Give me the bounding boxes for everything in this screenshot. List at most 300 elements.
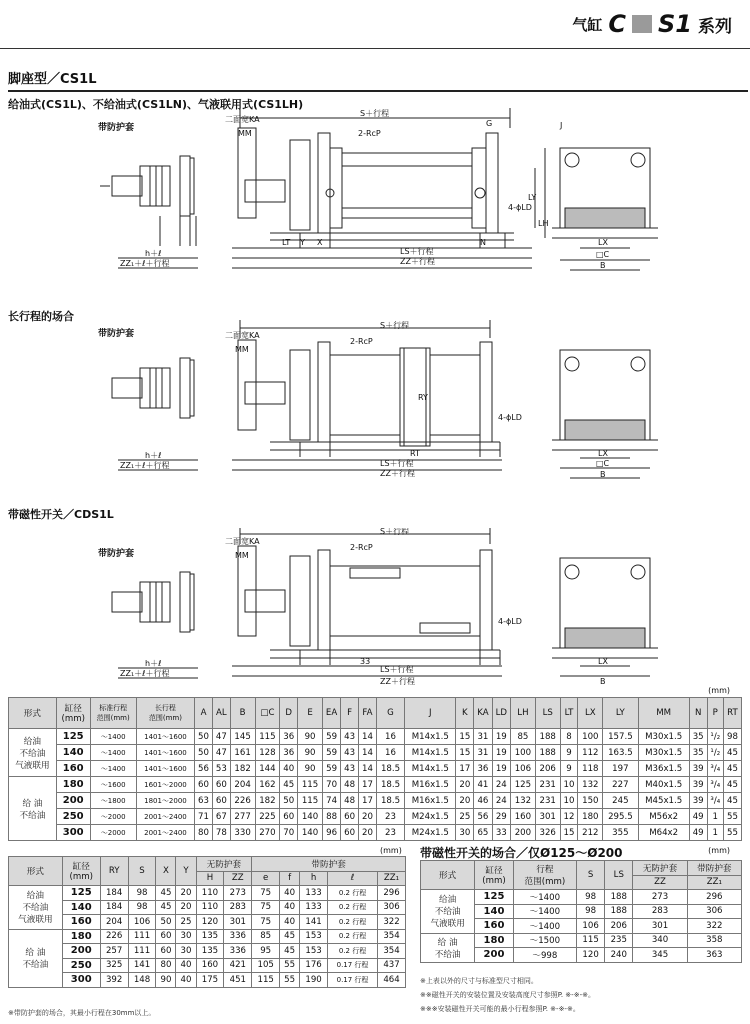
table3-cell: 363 — [687, 948, 741, 963]
table1-header-row — [9, 698, 742, 729]
table3-cell: 160 — [475, 919, 513, 934]
table1-dimensions — [8, 697, 742, 841]
table2-row — [9, 900, 406, 915]
table1-header-cell: D — [280, 698, 298, 729]
table1-cell: 200 — [511, 825, 536, 841]
table2-cell: 45 — [156, 886, 176, 901]
table1-group-label: 给油 不给油 气液联用 — [9, 729, 57, 777]
table2-cell: 110 — [196, 886, 224, 901]
table1-cell: 231 — [535, 777, 560, 793]
table2-cell: 55 — [280, 958, 300, 973]
table1-cell: 59 — [322, 761, 340, 777]
label3-holes: 4-ϕLD — [498, 617, 522, 626]
table1-cell: 17 — [359, 793, 377, 809]
table3-cell: 180 — [475, 933, 513, 948]
table1-cell: 35 — [689, 745, 707, 761]
subtitle: 给油式(CS1L)、不给油式(CS1LN)、气液联用式(CS1LH) — [8, 98, 304, 111]
table1-cell: 9 — [560, 745, 578, 761]
table1-cell: 60 — [212, 777, 230, 793]
label3-zz: ZZ＋行程 — [380, 677, 415, 686]
table2-subheader-cell: ℓ — [328, 871, 378, 886]
table1-cell: 277 — [230, 809, 255, 825]
table1-cell: 43 — [341, 729, 359, 745]
table1-cell: 125 — [56, 729, 90, 745]
header-series-c: C — [608, 10, 627, 38]
table2-cell: 111 — [128, 944, 156, 959]
table3-cell: 340 — [633, 933, 687, 948]
label2-holes: 4-ϕLD — [498, 413, 522, 422]
table1-cell: M16x1.5 — [405, 793, 456, 809]
table2-cell: 0.2 行程 — [328, 900, 378, 915]
table1-cell: 1601～2000 — [136, 777, 194, 793]
table3-cell: 345 — [633, 948, 687, 963]
table3-cell: 283 — [633, 904, 687, 919]
label-x: X — [317, 238, 323, 247]
series-gray-box — [632, 15, 652, 33]
table1-cell: 19 — [492, 745, 510, 761]
table1-cell: 67 — [212, 809, 230, 825]
table1-cell: M16x1.5 — [405, 777, 456, 793]
table1-cell: 56 — [474, 809, 492, 825]
table1-header-cell: 标准行程 范围(mm) — [90, 698, 136, 729]
table1-cell: 144 — [255, 761, 280, 777]
table3-cell: 235 — [605, 933, 633, 948]
table1-cell: 115 — [298, 777, 323, 793]
table1-cell: 1401～1600 — [136, 729, 194, 745]
table2-row — [9, 915, 406, 930]
table1-cell: 12 — [560, 809, 578, 825]
table3-title: 带磁性开关的场合／仅Ø125～Ø200 — [420, 846, 623, 860]
table1-cell: 39 — [689, 777, 707, 793]
table2-cell: 40 — [280, 900, 300, 915]
table2-cell: 75 — [252, 915, 280, 930]
table1-header-cell: N — [689, 698, 707, 729]
table1-cell: 23 — [376, 825, 404, 841]
table3-header-cell: 带防护套 — [687, 861, 741, 876]
table2-cell: 90 — [156, 973, 176, 988]
table1-cell: 71 — [195, 809, 213, 825]
table1-cell: 17 — [456, 761, 474, 777]
table1-header-cell: □C — [255, 698, 280, 729]
table1-cell: M24x1.5 — [405, 809, 456, 825]
long-stroke-title: 长行程的场合 — [8, 310, 74, 323]
magnetic-title: 带磁性开关／CDS1L — [8, 508, 114, 521]
table1-header-cell: E — [298, 698, 323, 729]
table2-header-cell: 形式 — [9, 857, 63, 886]
table3-magnetic-dimensions — [420, 860, 742, 963]
table1-header-cell: 缸径 (mm) — [56, 698, 90, 729]
table1-cell: 132 — [511, 793, 536, 809]
table1-cell: ～1800 — [90, 793, 136, 809]
table1-cell: ～1400 — [90, 729, 136, 745]
table1-cell: 14 — [359, 761, 377, 777]
table1-cell: 60 — [341, 809, 359, 825]
table1-cell: M14x1.5 — [405, 729, 456, 745]
table1-cell: 1401～1600 — [136, 745, 194, 761]
table1-cell: 161 — [230, 745, 255, 761]
table1-cell: 50 — [195, 729, 213, 745]
table1-header-cell: MM — [638, 698, 689, 729]
table2-subheader-cell: ZZ — [224, 871, 252, 886]
table1-cell: 150 — [578, 793, 603, 809]
table1-cell: 212 — [578, 825, 603, 841]
table1-cell: 49 — [689, 809, 707, 825]
table1-header-cell: K — [456, 698, 474, 729]
table1-cell: 19 — [492, 729, 510, 745]
table1-cell: 23 — [376, 809, 404, 825]
label-h-l: h＋ℓ — [145, 249, 162, 258]
table2-cell: 98 — [128, 900, 156, 915]
label3-mm: MM — [235, 551, 249, 560]
drawing3-boot-label: 带防护套 — [98, 549, 135, 559]
label2-c: □C — [596, 459, 610, 468]
table1-cell: 15 — [456, 729, 474, 745]
table1-cell: ³/₄ — [707, 777, 723, 793]
table2-cell: 141 — [300, 915, 328, 930]
table1-cell: ～2000 — [90, 809, 136, 825]
table3-subheader-cell: ZZ₁ — [687, 875, 741, 890]
table1-cell: 43 — [341, 745, 359, 761]
label2-zz: ZZ＋行程 — [380, 469, 415, 478]
table3-subheader-cell: ZZ — [633, 875, 687, 890]
table2-cell: 392 — [100, 973, 128, 988]
table1-cell: 48 — [341, 777, 359, 793]
table3-note-3: ※※※安装磁性开关可能的最小行程参照P. ※-※-※。 — [420, 1005, 580, 1013]
table2-cell: 135 — [196, 944, 224, 959]
label-j: J — [560, 121, 563, 130]
table2-unit: (mm) — [380, 846, 402, 855]
label-holes: 4-ϕLD — [508, 203, 532, 212]
table1-cell: 90 — [298, 745, 323, 761]
table1-header-cell: RT — [723, 698, 741, 729]
table1-cell: 100 — [511, 745, 536, 761]
table1-header-cell: KA — [474, 698, 492, 729]
table3-cell: 322 — [687, 919, 741, 934]
table1-cell: 295.5 — [603, 809, 638, 825]
table1-cell: 88 — [322, 809, 340, 825]
section-title: 脚座型／CS1L — [8, 72, 97, 87]
label-ls: LS＋行程 — [400, 247, 434, 256]
table1-cell: 300 — [56, 825, 90, 841]
label2-lx: LX — [598, 449, 608, 458]
table2-cell: 40 — [176, 958, 196, 973]
table3-cell: ～1500 — [513, 933, 576, 948]
table2-cell: 176 — [300, 958, 328, 973]
table1-cell: 10 — [560, 793, 578, 809]
table2-cell: 45 — [280, 944, 300, 959]
table2-row — [9, 944, 406, 959]
table1-cell: 47 — [212, 745, 230, 761]
label3-port: 2-RcP — [350, 543, 373, 552]
label-s-stroke: S＋行程 — [360, 109, 390, 118]
table2-cell: 50 — [156, 915, 176, 930]
table2-cell: 153 — [300, 944, 328, 959]
table3-header-row-1 — [421, 861, 742, 876]
table2-cell: 354 — [378, 929, 406, 944]
table1-cell: 36 — [280, 729, 298, 745]
table2-cell: 336 — [224, 929, 252, 944]
label3-33: 33 — [360, 657, 371, 666]
table2-cell: 111 — [128, 929, 156, 944]
label-lx: LX — [598, 238, 608, 247]
table2-row — [9, 886, 406, 901]
table2-cell: 301 — [224, 915, 252, 930]
table3-cell: 120 — [577, 948, 605, 963]
label-n: N — [480, 238, 486, 247]
table2-cell: 322 — [378, 915, 406, 930]
table1-cell: 74 — [322, 793, 340, 809]
table2-cell: 437 — [378, 958, 406, 973]
table3-cell: 273 — [633, 890, 687, 905]
table1-cell: M36x1.5 — [638, 761, 689, 777]
table2-cell: 75 — [252, 900, 280, 915]
table2-boot-dimensions — [8, 856, 406, 988]
table1-cell: 15 — [456, 745, 474, 761]
table1-header-cell: LS — [535, 698, 560, 729]
table1-cell: 112 — [578, 745, 603, 761]
table1-cell: 55 — [723, 825, 741, 841]
table1-cell: 45 — [723, 777, 741, 793]
table2-cell: 0.2 行程 — [328, 944, 378, 959]
table2-cell: 120 — [196, 915, 224, 930]
table2-cell: 60 — [156, 929, 176, 944]
section-rule — [8, 90, 748, 92]
label2-s-stroke: S＋行程 — [380, 321, 410, 330]
table3-header-cell: 缸径 (mm) — [475, 861, 513, 890]
table2-header-cell: X — [156, 857, 176, 886]
table1-cell: 98 — [723, 729, 741, 745]
table3-cell: 98 — [577, 890, 605, 905]
table2-cell: 40 — [280, 915, 300, 930]
table2-cell: 133 — [300, 886, 328, 901]
table1-cell: 31 — [474, 729, 492, 745]
table1-cell: M64x2 — [638, 825, 689, 841]
table2-header-cell: 缸径 (mm) — [62, 857, 100, 886]
table1-cell: M24x1.5 — [405, 825, 456, 841]
table1-cell: 60 — [280, 809, 298, 825]
table3-cell: ～1400 — [513, 890, 576, 905]
table1-cell: 33 — [492, 825, 510, 841]
table2-cell: 75 — [252, 886, 280, 901]
table1-cell: ～1600 — [90, 777, 136, 793]
table2-header-cell: 无防护套 — [196, 857, 252, 872]
table1-cell: 188 — [535, 729, 560, 745]
table1-cell: 226 — [230, 793, 255, 809]
label-lt: LT — [282, 238, 291, 247]
drawing3-magnetic — [0, 528, 750, 688]
header-series-text: 系列 — [698, 16, 732, 37]
table2-row — [9, 958, 406, 973]
table2-cell: 141 — [128, 958, 156, 973]
table3-unit: (mm) — [708, 846, 730, 855]
table1-cell: 145 — [230, 729, 255, 745]
table1-cell: 140 — [298, 825, 323, 841]
label-zz: ZZ＋行程 — [400, 257, 435, 266]
table2-row — [9, 973, 406, 988]
table1-cell: 56 — [195, 761, 213, 777]
table1-cell: 106 — [511, 761, 536, 777]
table1-header-cell: LT — [560, 698, 578, 729]
table2-cell: 60 — [156, 944, 176, 959]
table1-cell: 250 — [56, 809, 90, 825]
table1-cell: M40x1.5 — [638, 777, 689, 793]
page-header — [572, 10, 732, 38]
table1-cell: 16 — [376, 729, 404, 745]
table2-cell: 354 — [378, 944, 406, 959]
table2-cell: 55 — [280, 973, 300, 988]
table1-cell: 182 — [230, 761, 255, 777]
table1-cell: 160 — [56, 761, 90, 777]
table1-cell: 30 — [456, 825, 474, 841]
table1-header-cell: G — [376, 698, 404, 729]
table2-cell: 200 — [62, 944, 100, 959]
table1-cell: 50 — [280, 793, 298, 809]
label2-rt: RT — [410, 449, 420, 458]
table1-cell: 182 — [255, 793, 280, 809]
table1-cell: 9 — [560, 761, 578, 777]
table1-cell: 35 — [689, 729, 707, 745]
table2-subheader-cell: H — [196, 871, 224, 886]
label-lh: LH — [538, 219, 549, 228]
table2-cell: 175 — [196, 973, 224, 988]
table1-cell: 39 — [689, 793, 707, 809]
table1-cell: 162 — [255, 777, 280, 793]
table1-header-cell: LX — [578, 698, 603, 729]
table2-header-cell: 带防护套 — [252, 857, 406, 872]
table1-cell: 36 — [474, 761, 492, 777]
table2-cell: 125 — [62, 886, 100, 901]
table1-cell: 60 — [341, 825, 359, 841]
table1-cell: 132 — [578, 777, 603, 793]
drawing2-long-stroke — [0, 320, 750, 490]
table2-cell: 421 — [224, 958, 252, 973]
table2-cell: 184 — [100, 886, 128, 901]
table1-header-cell: FA — [359, 698, 377, 729]
table2-cell: 283 — [224, 900, 252, 915]
table1-cell: M14x1.5 — [405, 761, 456, 777]
table2-cell: 140 — [62, 900, 100, 915]
table1-row — [9, 777, 742, 793]
table1-cell: 65 — [474, 825, 492, 841]
label-mm: MM — [238, 129, 252, 138]
table1-cell: 16 — [376, 745, 404, 761]
table1-cell: 45 — [723, 793, 741, 809]
drawing1-standard — [0, 108, 750, 283]
table2-cell: 160 — [62, 915, 100, 930]
table1-cell: 90 — [298, 729, 323, 745]
table1-row — [9, 825, 742, 841]
table2-header-cell: Y — [176, 857, 196, 886]
table2-subheader-cell: h — [300, 871, 328, 886]
table1-cell: 55 — [723, 809, 741, 825]
label-two-face: 二面宽KA — [225, 115, 260, 124]
table3-cell: 306 — [687, 904, 741, 919]
table3-cell: 301 — [633, 919, 687, 934]
table1-cell: 1801～2000 — [136, 793, 194, 809]
table1-cell: ～1400 — [90, 745, 136, 761]
table1-cell: 100 — [578, 729, 603, 745]
table2-cell: 20 — [176, 886, 196, 901]
table3-cell: 125 — [475, 890, 513, 905]
table2-cell: 226 — [100, 929, 128, 944]
table1-cell: 90 — [298, 761, 323, 777]
label2-port: 2-RcP — [350, 337, 373, 346]
table1-header-cell: AL — [212, 698, 230, 729]
table2-cell: 98 — [128, 886, 156, 901]
table2-cell: 296 — [378, 886, 406, 901]
table1-cell: 39 — [689, 761, 707, 777]
table2-cell: 325 — [100, 958, 128, 973]
table1-cell: 188 — [535, 745, 560, 761]
table3-header-cell: S — [577, 861, 605, 890]
label3-h-l: h＋ℓ — [145, 659, 162, 668]
table1-cell: 1 — [707, 809, 723, 825]
table1-cell: 85 — [511, 729, 536, 745]
table1-cell: 53 — [212, 761, 230, 777]
table1-row — [9, 793, 742, 809]
table3-cell: 240 — [605, 948, 633, 963]
table2-cell: 40 — [176, 973, 196, 988]
table1-cell: 78 — [212, 825, 230, 841]
label3-two-face: 二面宽KA — [225, 537, 260, 546]
table1-header-cell: B — [230, 698, 255, 729]
table1-cell: 45 — [723, 745, 741, 761]
label3-ls: LS＋行程 — [380, 665, 414, 674]
table2-cell: 204 — [100, 915, 128, 930]
table1-cell: 330 — [230, 825, 255, 841]
table1-row — [9, 761, 742, 777]
table3-note-2: ※※磁性开关的安装位置及安装高度尺寸参照P. ※-※-※。 — [420, 991, 595, 999]
label3-b: B — [600, 677, 606, 686]
table1-cell: 24 — [492, 777, 510, 793]
label2-zz1: ZZ₁＋ℓ＋行程 — [120, 461, 170, 470]
table1-cell: M56x2 — [638, 809, 689, 825]
table2-cell: 105 — [252, 958, 280, 973]
table1-header-cell: 长行程 范围(mm) — [136, 698, 194, 729]
table1-cell: 163.5 — [603, 745, 638, 761]
label-zz1: ZZ₁＋ℓ＋行程 — [120, 259, 170, 268]
table1-cell: 245 — [603, 793, 638, 809]
table2-cell: 85 — [252, 929, 280, 944]
table2-header-cell: RY — [100, 857, 128, 886]
table1-cell: ～2000 — [90, 825, 136, 841]
table1-cell: 96 — [322, 825, 340, 841]
table3-header-cell: LS — [605, 861, 633, 890]
table1-cell: 49 — [689, 825, 707, 841]
label2-b: B — [600, 470, 606, 479]
table1-header-cell: P — [707, 698, 723, 729]
table2-cell: 148 — [128, 973, 156, 988]
table1-cell: 20 — [359, 825, 377, 841]
table2-cell: 30 — [176, 929, 196, 944]
table1-cell: 18.5 — [376, 793, 404, 809]
table3-cell: 358 — [687, 933, 741, 948]
table1-row — [9, 745, 742, 761]
label-y: Y — [300, 238, 305, 247]
table3-row — [421, 890, 742, 905]
table1-cell: ～1400 — [90, 761, 136, 777]
label2-h-l: h＋ℓ — [145, 451, 162, 460]
table1-cell: 63 — [195, 793, 213, 809]
table1-cell: M45x1.5 — [638, 793, 689, 809]
table1-cell: 115 — [298, 793, 323, 809]
header-rule — [0, 48, 750, 49]
table1-cell: 231 — [535, 793, 560, 809]
table2-cell: 106 — [128, 915, 156, 930]
label-c: □C — [596, 250, 610, 259]
table1-cell: 80 — [195, 825, 213, 841]
table2-cell: 0.2 行程 — [328, 929, 378, 944]
